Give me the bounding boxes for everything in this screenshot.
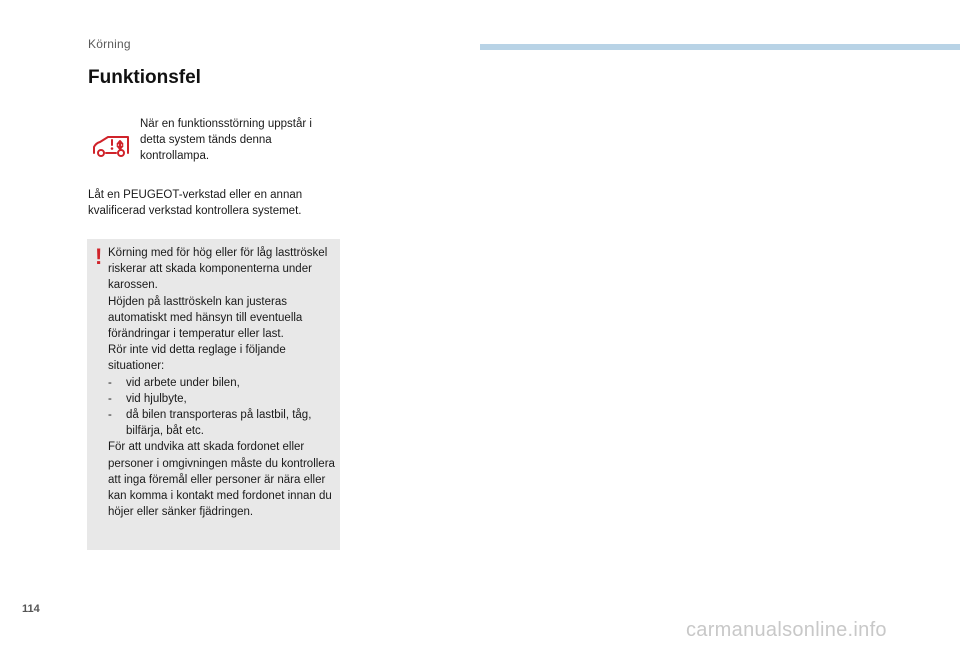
bullet-dash: -	[108, 392, 112, 405]
notice-closing: För att undvika att skada fordonet eller personer i omgivningen måste du kontrollera att inga föremål eller personer är nära eller kan komma i kontakt med fordonet innan du höjer eller sänker fjädringen.	[108, 441, 335, 519]
list-item-text: då bilen transporteras på lastbil, tåg, bilfärja, båt etc.	[126, 409, 312, 438]
warning-lamp-description: När en funktionsstörning uppstår i detta system tänds denna kontrollampa.	[140, 118, 312, 162]
list-item-text: vid arbete under bilen,	[126, 376, 240, 389]
suspension-fault-warning-icon	[90, 131, 132, 161]
notice-paragraph: Rör inte vid detta reglage i följande situationer:	[108, 344, 286, 373]
bullet-dash: -	[108, 376, 112, 389]
page-number: 114	[22, 603, 40, 615]
page-title: Funktionsfel	[88, 67, 201, 88]
list-item	[108, 375, 336, 391]
caution-notice-body	[108, 245, 336, 520]
header-bar	[480, 44, 960, 50]
situation-list	[108, 375, 336, 440]
list-item	[108, 407, 336, 439]
notice-paragraph: Höjden på lasttröskeln kan justeras automatiskt med hänsyn till eventuella förändringar i temperatur eller last.	[108, 295, 303, 341]
notice-paragraph: Körning med för hög eller för låg lasttröskel riskerar att skada komponenterna under karossen.	[108, 247, 328, 292]
list-item-text: vid hjulbyte,	[126, 392, 187, 405]
list-item	[108, 391, 336, 407]
watermark: carmanualsonline.info	[686, 619, 887, 641]
caution-icon: !	[95, 244, 103, 269]
section-label: Körning	[88, 37, 131, 51]
service-instruction: Låt en PEUGEOT-verkstad eller en annan kvalificerad verkstad kontrollera systemet.	[88, 189, 303, 217]
caution-notice	[87, 239, 340, 550]
bullet-dash: -	[108, 409, 112, 422]
